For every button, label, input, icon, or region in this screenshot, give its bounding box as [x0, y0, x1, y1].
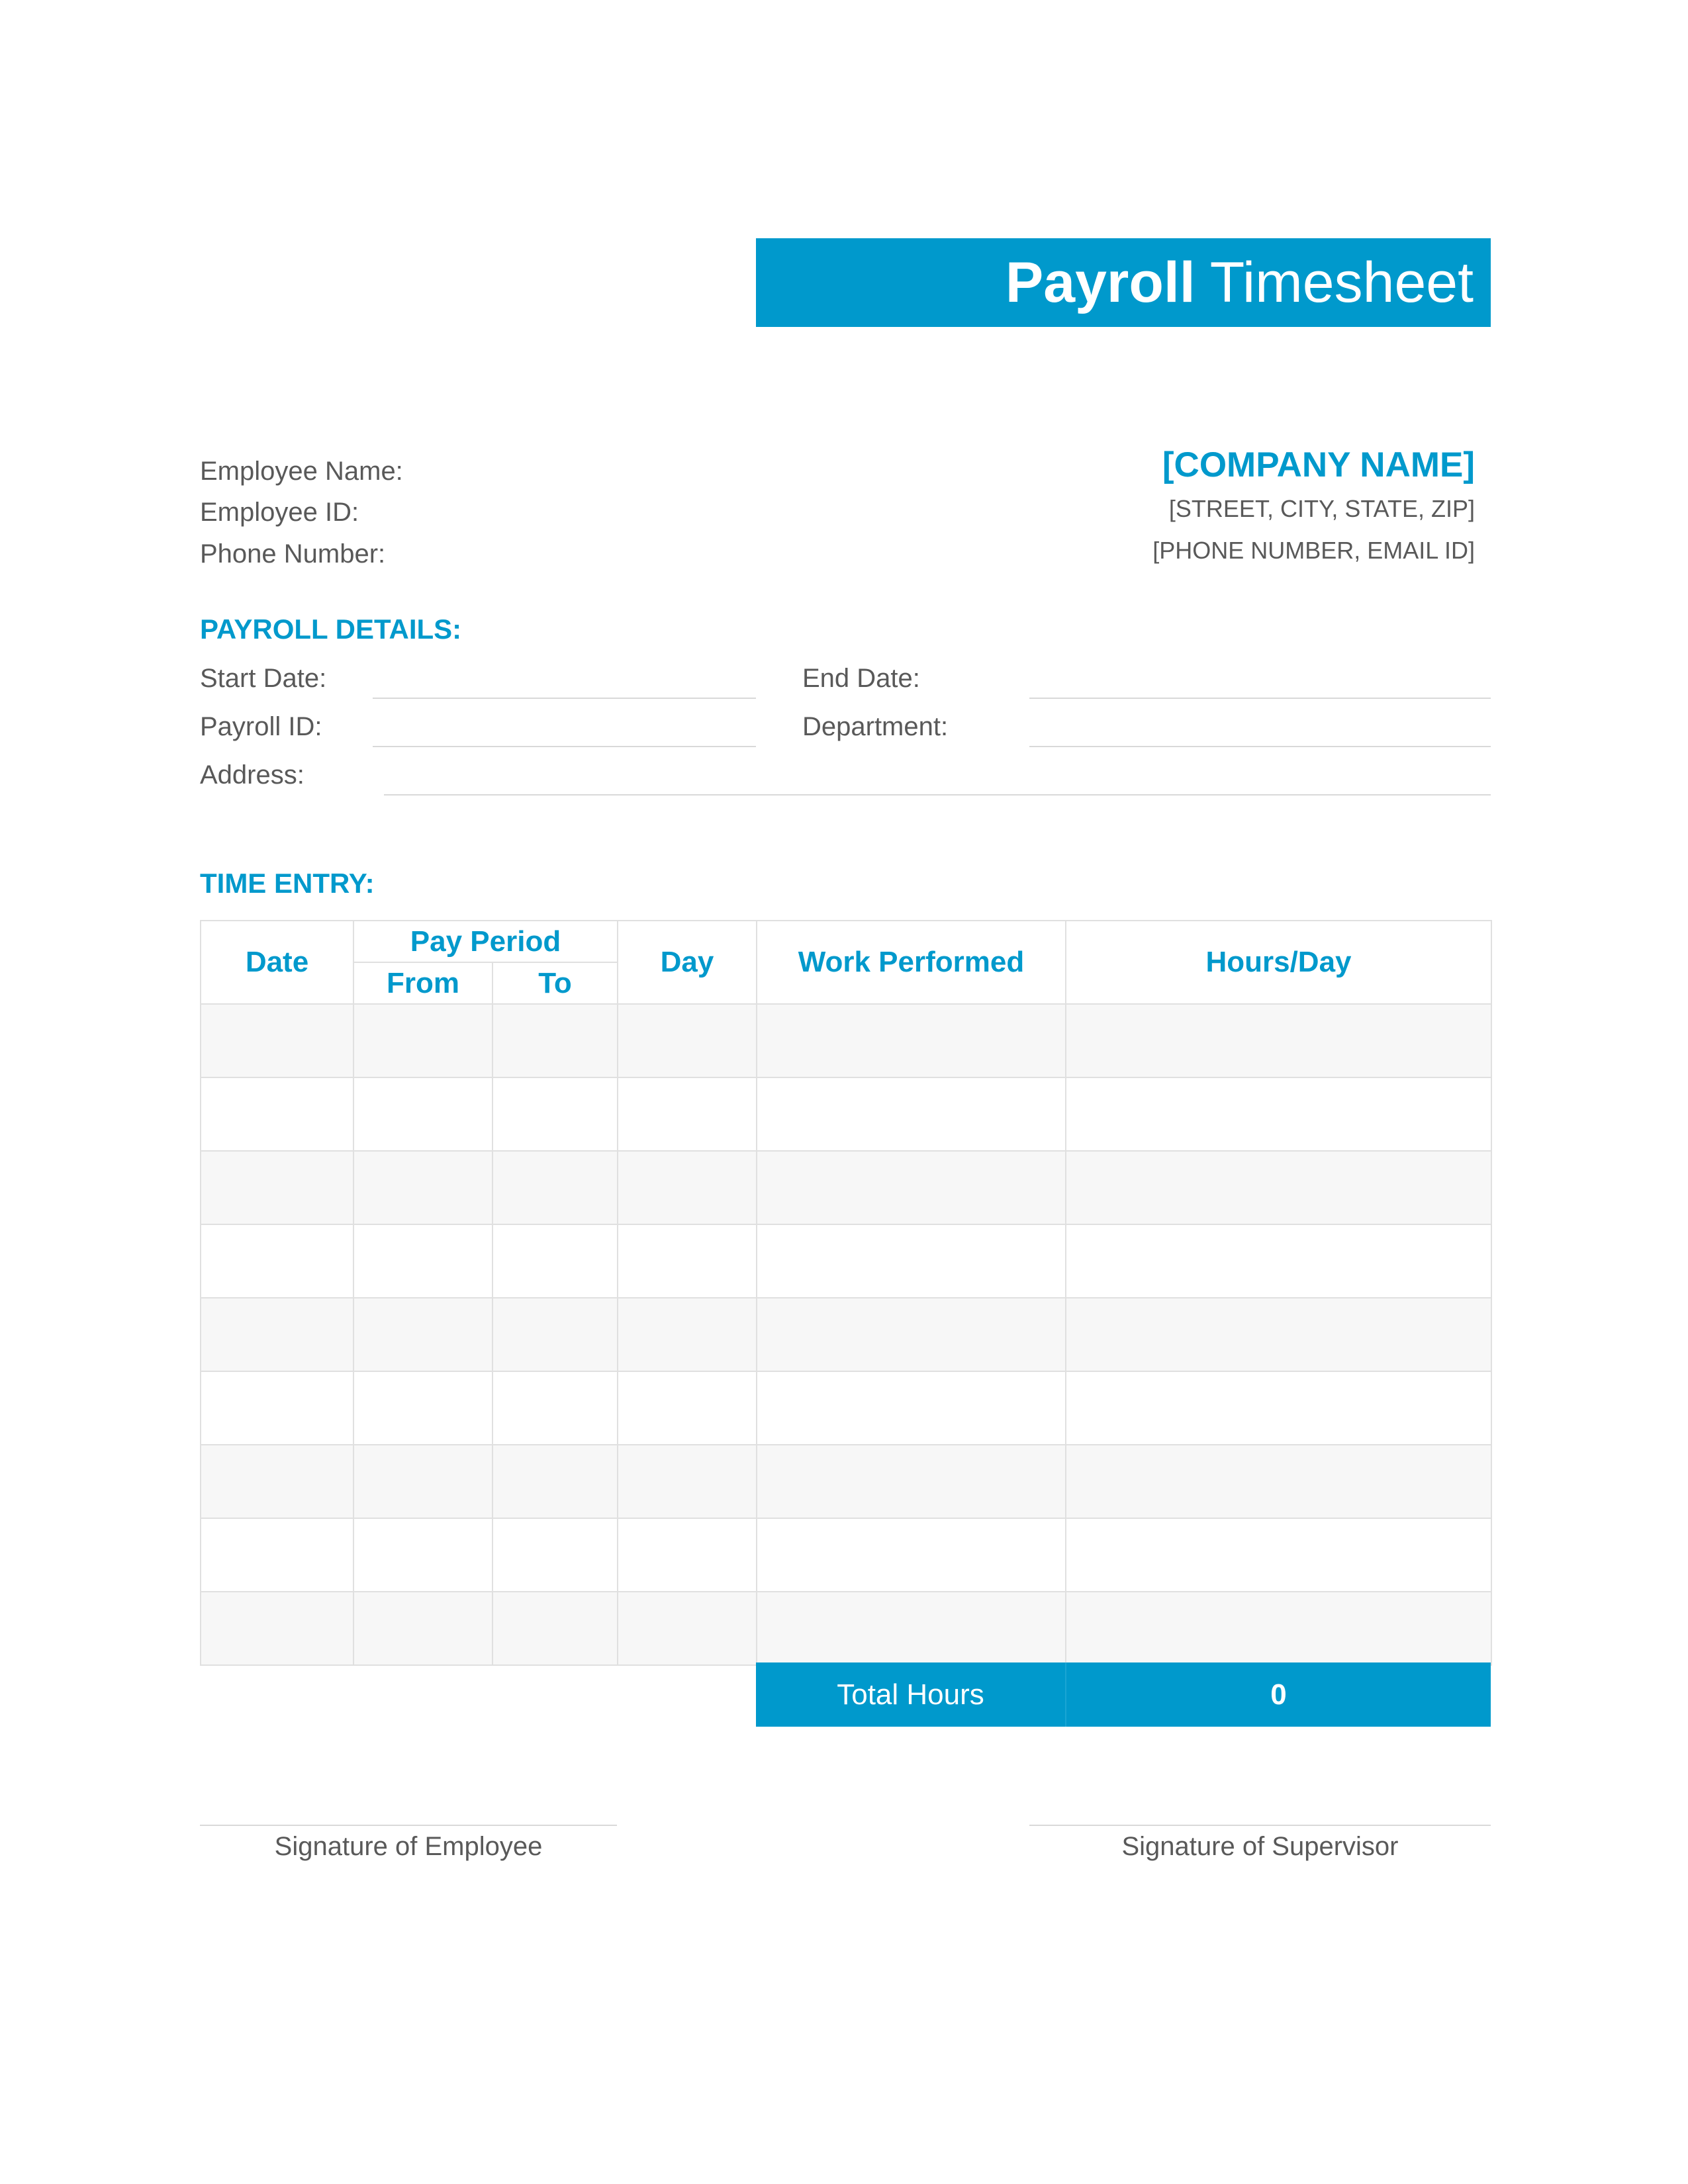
- header-day: Day: [618, 921, 757, 1004]
- table-row: [201, 1151, 1491, 1224]
- department-label: Department:: [802, 712, 949, 741]
- table-row: [201, 1004, 1491, 1077]
- title-bold: Payroll: [1005, 250, 1196, 314]
- header-work-performed: Work Performed: [757, 921, 1066, 1004]
- total-hours-label: Total Hours: [756, 1662, 1066, 1727]
- cell-date[interactable]: [201, 1592, 353, 1665]
- cell-work-performed[interactable]: [757, 1077, 1066, 1151]
- cell-hours-per-day[interactable]: [1066, 1518, 1491, 1592]
- address-field[interactable]: [384, 794, 1491, 796]
- cell-date[interactable]: [201, 1077, 353, 1151]
- cell-from[interactable]: [353, 1224, 492, 1298]
- cell-from[interactable]: [353, 1151, 492, 1224]
- table-row: [201, 1077, 1491, 1151]
- company-name: [COMPANY NAME]: [1162, 445, 1475, 484]
- cell-to[interactable]: [492, 1151, 618, 1224]
- table-row: [201, 1298, 1491, 1371]
- header-hours-per-day: Hours/Day: [1066, 921, 1491, 1004]
- cell-work-performed[interactable]: [757, 1592, 1066, 1665]
- supervisor-signature-line[interactable]: [1029, 1825, 1491, 1826]
- table-row: [201, 1371, 1491, 1445]
- cell-from[interactable]: [353, 1298, 492, 1371]
- supervisor-signature-label: Signature of Supervisor: [1121, 1832, 1399, 1861]
- cell-date[interactable]: [201, 1518, 353, 1592]
- cell-to[interactable]: [492, 1077, 618, 1151]
- cell-day[interactable]: [618, 1445, 757, 1518]
- cell-day[interactable]: [618, 1077, 757, 1151]
- title-banner: [756, 238, 1491, 327]
- title-regular: Timesheet: [1209, 250, 1474, 314]
- cell-from[interactable]: [353, 1004, 492, 1077]
- company-contact: [PHONE NUMBER, EMAIL ID]: [1152, 537, 1475, 564]
- employee-id-label: Employee ID:: [200, 498, 359, 527]
- cell-hours-per-day[interactable]: [1066, 1371, 1491, 1445]
- cell-hours-per-day[interactable]: [1066, 1004, 1491, 1077]
- cell-hours-per-day[interactable]: [1066, 1224, 1491, 1298]
- end-date-label: End Date:: [802, 664, 920, 693]
- cell-to[interactable]: [492, 1518, 618, 1592]
- cell-from[interactable]: [353, 1371, 492, 1445]
- cell-date[interactable]: [201, 1371, 353, 1445]
- payroll-id-field[interactable]: [373, 746, 756, 747]
- cell-work-performed[interactable]: [757, 1518, 1066, 1592]
- cell-date[interactable]: [201, 1224, 353, 1298]
- cell-work-performed[interactable]: [757, 1004, 1066, 1077]
- cell-hours-per-day[interactable]: [1066, 1298, 1491, 1371]
- cell-day[interactable]: [618, 1224, 757, 1298]
- cell-from[interactable]: [353, 1518, 492, 1592]
- cell-hours-per-day[interactable]: [1066, 1445, 1491, 1518]
- company-address: [STREET, CITY, STATE, ZIP]: [1168, 495, 1475, 522]
- table-row: [201, 1445, 1491, 1518]
- cell-to[interactable]: [492, 1445, 618, 1518]
- cell-day[interactable]: [618, 1151, 757, 1224]
- cell-date[interactable]: [201, 1445, 353, 1518]
- payroll-details-heading: PAYROLL DETAILS:: [200, 614, 462, 645]
- cell-hours-per-day[interactable]: [1066, 1151, 1491, 1224]
- time-entry-rows: [201, 1004, 1491, 1665]
- cell-day[interactable]: [618, 1371, 757, 1445]
- cell-from[interactable]: [353, 1445, 492, 1518]
- cell-to[interactable]: [492, 1371, 618, 1445]
- start-date-label: Start Date:: [200, 664, 327, 693]
- header-date: Date: [201, 921, 353, 1004]
- cell-day[interactable]: [618, 1518, 757, 1592]
- cell-work-performed[interactable]: [757, 1445, 1066, 1518]
- cell-from[interactable]: [353, 1592, 492, 1665]
- cell-day[interactable]: [618, 1004, 757, 1077]
- employee-signature-label: Signature of Employee: [274, 1832, 543, 1861]
- address-label: Address:: [200, 760, 305, 790]
- cell-day[interactable]: [618, 1592, 757, 1665]
- header-to: To: [492, 962, 618, 1004]
- employee-signature-line[interactable]: [200, 1825, 617, 1826]
- cell-to[interactable]: [492, 1298, 618, 1371]
- cell-hours-per-day[interactable]: [1066, 1592, 1491, 1665]
- total-hours-bar: [756, 1662, 1491, 1727]
- header-from: From: [353, 962, 492, 1004]
- start-date-field[interactable]: [373, 698, 756, 699]
- cell-day[interactable]: [618, 1298, 757, 1371]
- cell-work-performed[interactable]: [757, 1224, 1066, 1298]
- end-date-field[interactable]: [1029, 698, 1491, 699]
- time-entry-table: [200, 920, 1492, 1666]
- cell-work-performed[interactable]: [757, 1151, 1066, 1224]
- cell-date[interactable]: [201, 1004, 353, 1077]
- header-pay-period: Pay Period: [353, 921, 618, 962]
- cell-date[interactable]: [201, 1151, 353, 1224]
- department-field[interactable]: [1029, 746, 1491, 747]
- table-row: [201, 1518, 1491, 1592]
- employee-name-label: Employee Name:: [200, 457, 403, 486]
- phone-number-label: Phone Number:: [200, 539, 386, 569]
- cell-work-performed[interactable]: [757, 1371, 1066, 1445]
- cell-from[interactable]: [353, 1077, 492, 1151]
- cell-work-performed[interactable]: [757, 1298, 1066, 1371]
- total-hours-value: 0: [1270, 1678, 1287, 1711]
- cell-to[interactable]: [492, 1592, 618, 1665]
- time-entry-heading: TIME ENTRY:: [200, 868, 375, 899]
- payroll-id-label: Payroll ID:: [200, 712, 322, 741]
- cell-hours-per-day[interactable]: [1066, 1077, 1491, 1151]
- cell-date[interactable]: [201, 1298, 353, 1371]
- cell-to[interactable]: [492, 1224, 618, 1298]
- table-row: [201, 1224, 1491, 1298]
- cell-to[interactable]: [492, 1004, 618, 1077]
- table-row: [201, 1592, 1491, 1665]
